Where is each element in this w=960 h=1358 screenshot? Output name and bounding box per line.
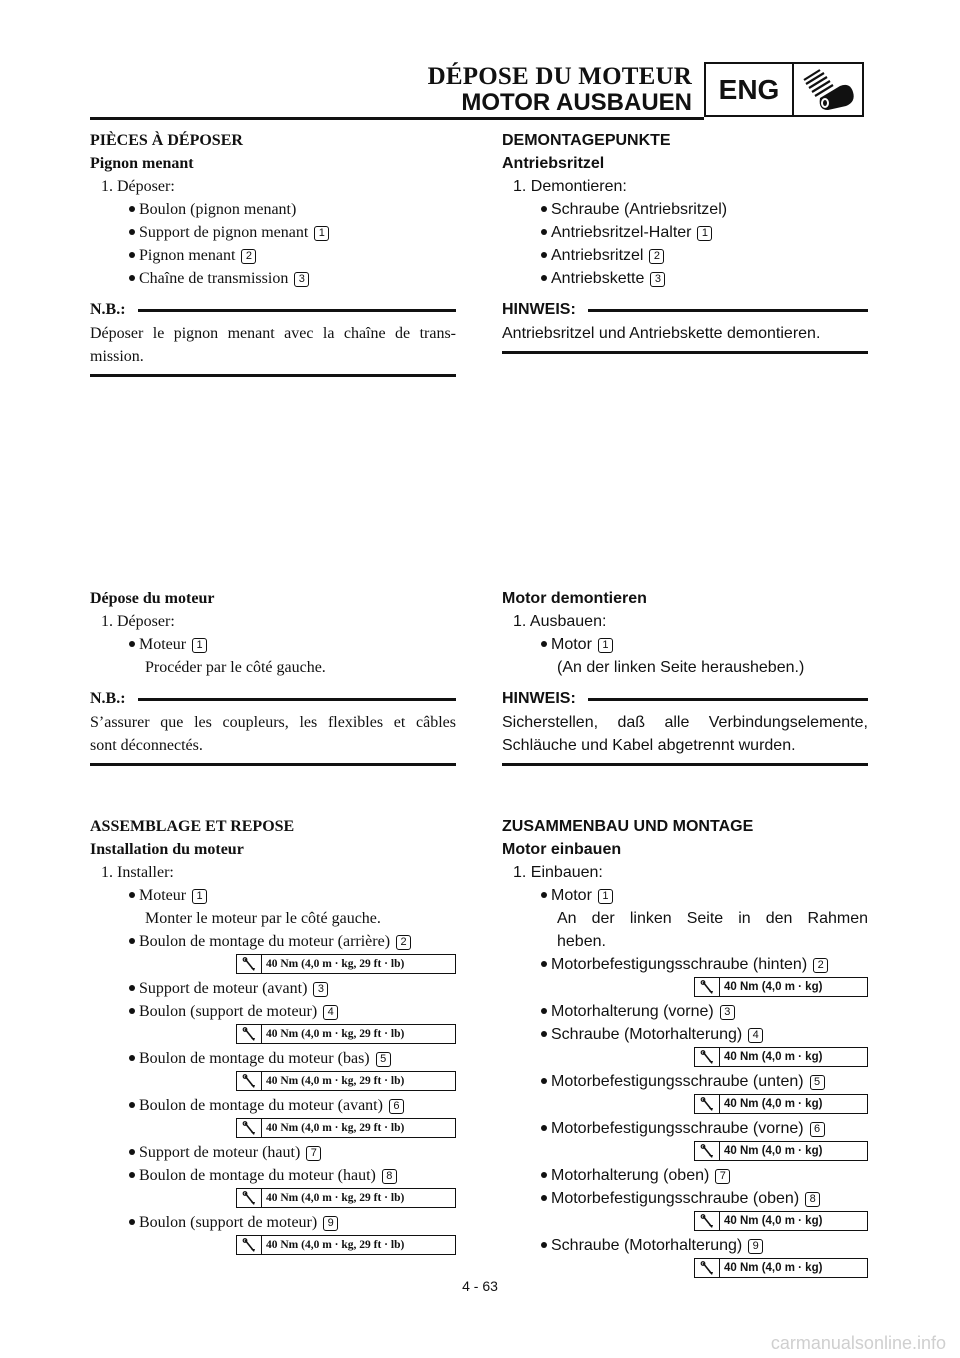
- torque-value: 40 Nm (4,0 m · kg, 29 ft · lb): [266, 1028, 405, 1040]
- subheading: Dépose du moteur: [90, 590, 215, 607]
- column-fr: [90, 129, 456, 377]
- header-rule: [90, 117, 704, 120]
- column-de-section3: [502, 815, 868, 1281]
- list-item: Motorbefestigungsschraube (vorne) 6: [502, 1117, 868, 1140]
- section-badge: [704, 62, 864, 117]
- note-text: S’assurer que les coupleurs, les flexibles et câbles sont déconnectés.: [90, 714, 456, 754]
- page-title: [428, 64, 692, 115]
- item-detail: An der linken Seite in den Rahmen heben.: [557, 910, 868, 950]
- note-text: Déposer le pignon menant avec la chaîne de trans- mission.: [90, 325, 456, 365]
- list-item: Moteur 1: [90, 633, 456, 656]
- torque-spec: [90, 954, 456, 974]
- torque-value: 40 Nm (4,0 m · kg): [724, 1262, 823, 1274]
- list-item: Motor 1: [502, 884, 868, 907]
- torque-spec: [502, 1094, 868, 1114]
- torque-wrench-icon: [695, 978, 720, 996]
- section-heading: ZUSAMMENBAU UND MONTAGE: [502, 818, 754, 835]
- subheading: Pignon menant: [90, 155, 194, 172]
- list-item: Schraube (Motorhalterung) 4: [502, 1023, 868, 1046]
- list-item: Boulon (support de moteur) 9: [90, 1211, 456, 1234]
- list-item: Schraube (Motorhalterung) 9: [502, 1234, 868, 1257]
- torque-wrench-icon: [695, 1212, 720, 1230]
- torque-wrench-icon: [237, 1072, 262, 1090]
- note-box: [90, 298, 456, 377]
- list-item: Support de moteur (avant) 3: [90, 977, 456, 1000]
- list-item: Motorhalterung (oben) 7: [502, 1164, 868, 1187]
- column-fr-section3: [90, 815, 456, 1258]
- item-detail: Monter le moteur par le côté gauche.: [145, 910, 381, 927]
- torque-wrench-icon: [237, 1025, 262, 1043]
- torque-value: 40 Nm (4,0 m · kg): [724, 1145, 823, 1157]
- torque-wrench-icon: [237, 955, 262, 973]
- title-fr: DÉPOSE DU MOTEUR: [427, 63, 692, 90]
- step-label: 1. Déposer:: [101, 613, 175, 630]
- torque-value: 40 Nm (4,0 m · kg, 29 ft · lb): [266, 958, 405, 970]
- column-de: [502, 129, 868, 354]
- torque-value: 40 Nm (4,0 m · kg, 29 ft · lb): [266, 1075, 405, 1087]
- note-text: Sicherstellen, daß alle Verbindungselemente, Schläuche und Kabel abgetrennt wurden.: [502, 714, 868, 754]
- torque-value: 40 Nm (4,0 m · kg): [724, 1051, 823, 1063]
- torque-spec: [502, 1047, 868, 1067]
- list-item: Boulon (support de moteur) 4: [90, 1000, 456, 1023]
- torque-wrench-icon: [237, 1119, 262, 1137]
- column-de-section2: [502, 587, 868, 766]
- torque-wrench-icon: [695, 1259, 720, 1277]
- item-detail: Procéder par le côté gauche.: [145, 659, 326, 676]
- list-item: Pignon menant 2: [90, 244, 456, 267]
- note-box: [502, 298, 868, 354]
- title-de: MOTOR AUSBAUEN: [461, 89, 692, 116]
- torque-spec: [90, 1188, 456, 1208]
- list-item: Support de moteur (haut) 7: [90, 1141, 456, 1164]
- subheading: Installation du moteur: [90, 841, 244, 858]
- torque-spec: [90, 1235, 456, 1255]
- torque-value: 40 Nm (4,0 m · kg, 29 ft · lb): [266, 1122, 405, 1134]
- torque-value: 40 Nm (4,0 m · kg): [724, 1215, 823, 1227]
- torque-value: 40 Nm (4,0 m · kg): [724, 1098, 823, 1110]
- torque-wrench-icon: [237, 1189, 262, 1207]
- note-label: HINWEIS:: [502, 690, 576, 707]
- list-item: Motorbefestigungsschraube (hinten) 2: [502, 953, 868, 976]
- torque-wrench-icon: [695, 1142, 720, 1160]
- section-heading: DEMONTAGEPUNKTE: [502, 132, 671, 149]
- torque-wrench-icon: [695, 1048, 720, 1066]
- list-item: Motorhalterung (vorne) 3: [502, 1000, 868, 1023]
- note-label: HINWEIS:: [502, 301, 576, 318]
- page-number: 4 - 63: [462, 1278, 498, 1294]
- list-item: Boulon de montage du moteur (arrière) 2: [90, 930, 456, 953]
- section-heading: ASSEMBLAGE ET REPOSE: [90, 818, 295, 835]
- list-item: Support de pignon menant 1: [90, 221, 456, 244]
- torque-value: 40 Nm (4,0 m · kg, 29 ft · lb): [266, 1192, 405, 1204]
- list-item: Moteur 1: [90, 884, 456, 907]
- note-label: N.B.:: [90, 301, 126, 318]
- note-box: [90, 687, 456, 766]
- list-item: Boulon (pignon menant): [90, 198, 456, 221]
- torque-value: 40 Nm (4,0 m · kg, 29 ft · lb): [266, 1239, 405, 1251]
- install-list: [90, 930, 456, 1255]
- section-heading: PIÈCES À DÉPOSER: [90, 132, 243, 149]
- torque-value: 40 Nm (4,0 m · kg): [724, 981, 823, 993]
- torque-spec: [502, 1258, 868, 1278]
- list-item: Antriebsritzel 2: [502, 244, 868, 267]
- torque-spec: [90, 1024, 456, 1044]
- torque-spec: [502, 1141, 868, 1161]
- note-box: [502, 687, 868, 766]
- item-detail: (An der linken Seite herausheben.): [557, 659, 805, 676]
- column-fr-section2: [90, 587, 456, 766]
- list-item: Motorbefestigungsschraube (oben) 8: [502, 1187, 868, 1210]
- badge-label: ENG: [706, 64, 794, 115]
- step-label: 1. Einbauen:: [513, 864, 603, 881]
- list-item: Schraube (Antriebsritzel): [502, 198, 868, 221]
- step-label: 1. Installer:: [101, 864, 174, 881]
- subheading: Antriebsritzel: [502, 155, 605, 172]
- step-label: 1. Ausbauen:: [513, 613, 607, 630]
- note-label: N.B.:: [90, 690, 126, 707]
- install-list: [502, 953, 868, 1278]
- list-item: Antriebskette 3: [502, 267, 868, 290]
- list-item: Boulon de montage du moteur (bas) 5: [90, 1047, 456, 1070]
- step-label: 1. Déposer:: [101, 178, 175, 195]
- torque-spec: [90, 1118, 456, 1138]
- torque-wrench-icon: [237, 1236, 262, 1254]
- torque-spec: [90, 1071, 456, 1091]
- engine-icon: [794, 64, 862, 115]
- list-item: Boulon de montage du moteur (avant) 6: [90, 1094, 456, 1117]
- list-item: Motor 1: [502, 633, 868, 656]
- note-text: Antriebsritzel und Antriebskette demontieren.: [502, 325, 821, 342]
- torque-wrench-icon: [695, 1095, 720, 1113]
- torque-spec: [502, 977, 868, 997]
- subheading: Motor demontieren: [502, 590, 647, 607]
- subheading: Motor einbauen: [502, 841, 622, 858]
- list-item: Antriebsritzel-Halter 1: [502, 221, 868, 244]
- list-item: Motorbefestigungsschraube (unten) 5: [502, 1070, 868, 1093]
- list-item: Chaîne de transmission 3: [90, 267, 456, 290]
- torque-spec: [502, 1211, 868, 1231]
- watermark: carmanualsonline.info: [770, 1333, 946, 1353]
- step-label: 1. Demontieren:: [513, 178, 627, 195]
- list-item: Boulon de montage du moteur (haut) 8: [90, 1164, 456, 1187]
